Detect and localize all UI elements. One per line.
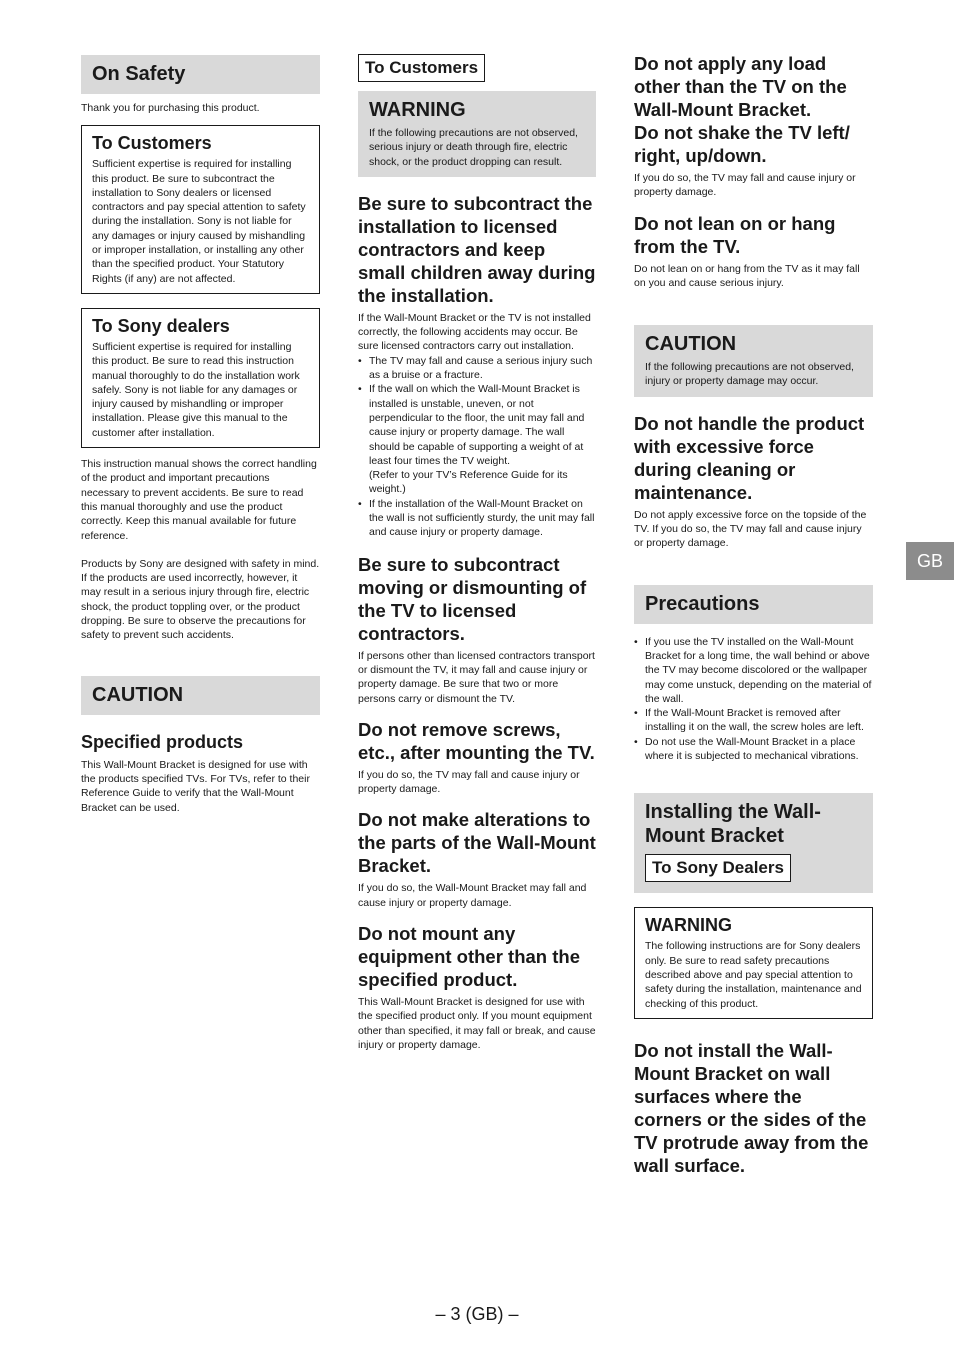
- list-item: • If the Wall-Mount Bracket is removed after installing it on the wall, the screw holes are left.: [634, 706, 873, 735]
- to-sony-dealers-label: To Sony Dealers: [645, 854, 791, 882]
- weight-reference-note: (Refer to your TV’s Reference Guide for its weight.): [369, 469, 568, 496]
- caution-title: CAUTION: [92, 683, 184, 706]
- apply-load-title: Do not apply any load other than the TV on the Wall-Mount Bracket.: [634, 53, 847, 120]
- manual-note: This instruction manual shows the correct handling of the product and important precautions necessary to prevent accidents. Be sure to read this manual thoroughly and use the product correctly. Keep this manual available for future reference.: [81, 458, 317, 542]
- mount-equipment-text: This Wall-Mount Bracket is designed for use with the specified product only. If you mount equipment other than specified, it may fall or break, and cause injury or property damage.: [358, 996, 596, 1051]
- column-3: [634, 52, 873, 1181]
- lean-hang-title: Do not lean on or hang from the TV.: [634, 212, 836, 257]
- list-item: • If the wall on which the Wall-Mount Bracket is installed is unstable, uneven, or not perpendicular to the floor, the unit may fall and cause injury or property damage. The wall should be capable of supporting a weight of at least four times the TV weight. (Refer to your TV’s Reference Guide for its weight.): [358, 382, 596, 496]
- warning-title: WARNING: [369, 99, 466, 121]
- subcontract-moving-title: Be sure to subcontract moving or dismounting of the TV to licensed contractors.: [358, 553, 587, 644]
- warning-title: WARNING: [645, 915, 732, 936]
- install-wall-surface-title: Do not install the Wall-Mount Bracket on wall surfaces where the corners or the sides of the TV protrude away from the wall surface.: [634, 1039, 869, 1176]
- to-sony-dealers-text: Sufficient expertise is required for installing this product. Be sure to read this instruction manual thoroughly to do the installation work safely. Sony is not liable for any damages or injury caused by mishandling or improper installation. Please give this manual to the customer after installation.: [92, 340, 300, 439]
- list-item: • If you use the TV installed on the Wall-Mount Bracket for a long time, the wall behind or above the TV may become discolored or the wallpaper may come unstuck, depending on the material of the wall.: [634, 635, 873, 706]
- precautions-title: Precautions: [645, 592, 760, 615]
- alterations-title: Do not make alterations to the parts of the Wall-Mount Bracket.: [358, 809, 596, 877]
- intro-text: Thank you for purchasing this product.: [81, 102, 260, 114]
- language-tab: GB: [906, 542, 954, 580]
- excessive-force-text: Do not apply excessive force on the topside of the TV. If you do so, the TV may fall and cause injury or property damage.: [634, 508, 867, 550]
- subcontract-installation-title: Be sure to subcontract the installation to licensed contractors and keep small children away during the installation.: [358, 192, 596, 306]
- warning-box: [634, 907, 873, 1018]
- column-1: [81, 52, 320, 815]
- caution-banner: [634, 325, 873, 397]
- specified-products-title: Specified products: [81, 731, 244, 752]
- precautions-list: [634, 635, 873, 764]
- list-item: • If the installation of the Wall-Mount Bracket on the wall is not sufficiently sturdy, the unit may fall and cause injury or property damage.: [358, 497, 596, 540]
- shake-tv-title: Do not shake the TV left/ right, up/down.: [634, 122, 850, 166]
- warning-banner: [358, 91, 596, 177]
- caution-text: If the following precautions are not observed, injury or property damage may occur.: [645, 361, 854, 388]
- on-safety-title: On Safety: [92, 63, 186, 85]
- to-customers-title: To Customers: [92, 133, 212, 154]
- to-customers-label: To Customers: [358, 54, 485, 82]
- precautions-banner: [634, 585, 873, 624]
- safety-design-note: Products by Sony are designed with safety in mind. If the products are used incorrectly, however, it may result in a serious injury through fire, electric shock, the product toppling over, or the product dropping. Be sure to observe the precautions for safety to prevent such accidents.: [81, 557, 320, 642]
- to-customers-box: [81, 125, 320, 294]
- caution-banner: [81, 676, 320, 715]
- subcontract-installation-intro: If the Wall-Mount Bracket or the TV is not installed correctly, the following accidents may occur. Be sure licensed contractors carry out installation.: [358, 311, 591, 353]
- mount-equipment-title: Do not mount any equipment other than the specified product.: [358, 923, 580, 991]
- caution-title: CAUTION: [645, 333, 737, 356]
- page-number: – 3 (GB) –: [435, 1304, 519, 1324]
- excessive-force-title: Do not handle the product with excessive force during cleaning or maintenance.: [634, 412, 865, 503]
- installing-banner: [634, 793, 873, 893]
- column-2: [358, 52, 596, 1052]
- installing-title: Installing the Wall-Mount Bracket: [645, 801, 821, 848]
- to-sony-dealers-title: To Sony dealers: [92, 315, 230, 336]
- apply-load-text: If you do so, the TV may fall and cause injury or property damage.: [634, 172, 856, 199]
- specified-products-text: This Wall-Mount Bracket is designed for use with the products specified TVs. For TVs, refer to their Reference Guide to verify that the Wall-Mount Bracket can be used.: [81, 758, 310, 814]
- subcontract-moving-text: If persons other than licensed contractors transport or dismount the TV, it may fall and cause injury or property damage. Be sure that two or more persons carry or dismount the TV.: [358, 649, 595, 705]
- to-sony-dealers-box: [81, 308, 320, 448]
- list-item: • Do not use the Wall-Mount Bracket in a place where it is subjected to mechanical vibrations.: [634, 735, 873, 764]
- warning-text: The following instructions are for Sony dealers only. Be sure to read safety precautions described above and pay special attention to safety during the installation, maintenance and checking of this product.: [645, 940, 862, 1010]
- installation-accident-list: [358, 354, 596, 540]
- on-safety-banner: [81, 55, 320, 94]
- lean-hang-text: Do not lean on or hang from the TV as it may fall on you and cause serious injury.: [634, 262, 860, 289]
- remove-screws-title: Do not remove screws, etc., after mounting the TV.: [358, 718, 595, 763]
- warning-text: If the following precautions are not observed, serious injury or death through fire, electric shock, or the product dropping can result.: [369, 127, 578, 168]
- remove-screws-text: If you do so, the TV may fall and cause injury or property damage.: [358, 768, 580, 796]
- list-item: • The TV may fall and cause a serious injury such as a bruise or a fracture.: [358, 354, 596, 383]
- to-customers-text: Sufficient expertise is required for installing this product. Be sure to subcontract the installation to Sony dealers or licensed contractors and pay special attention to safety during the installation. Sony is not liable for any damages or injury caused by mishandling or improper installation, or installing any other than the specified product. Your Statutory Rights (if any) are not affected.: [92, 158, 306, 285]
- alterations-text: If you do so, the Wall-Mount Bracket may fall and cause injury or property damage.: [358, 882, 587, 909]
